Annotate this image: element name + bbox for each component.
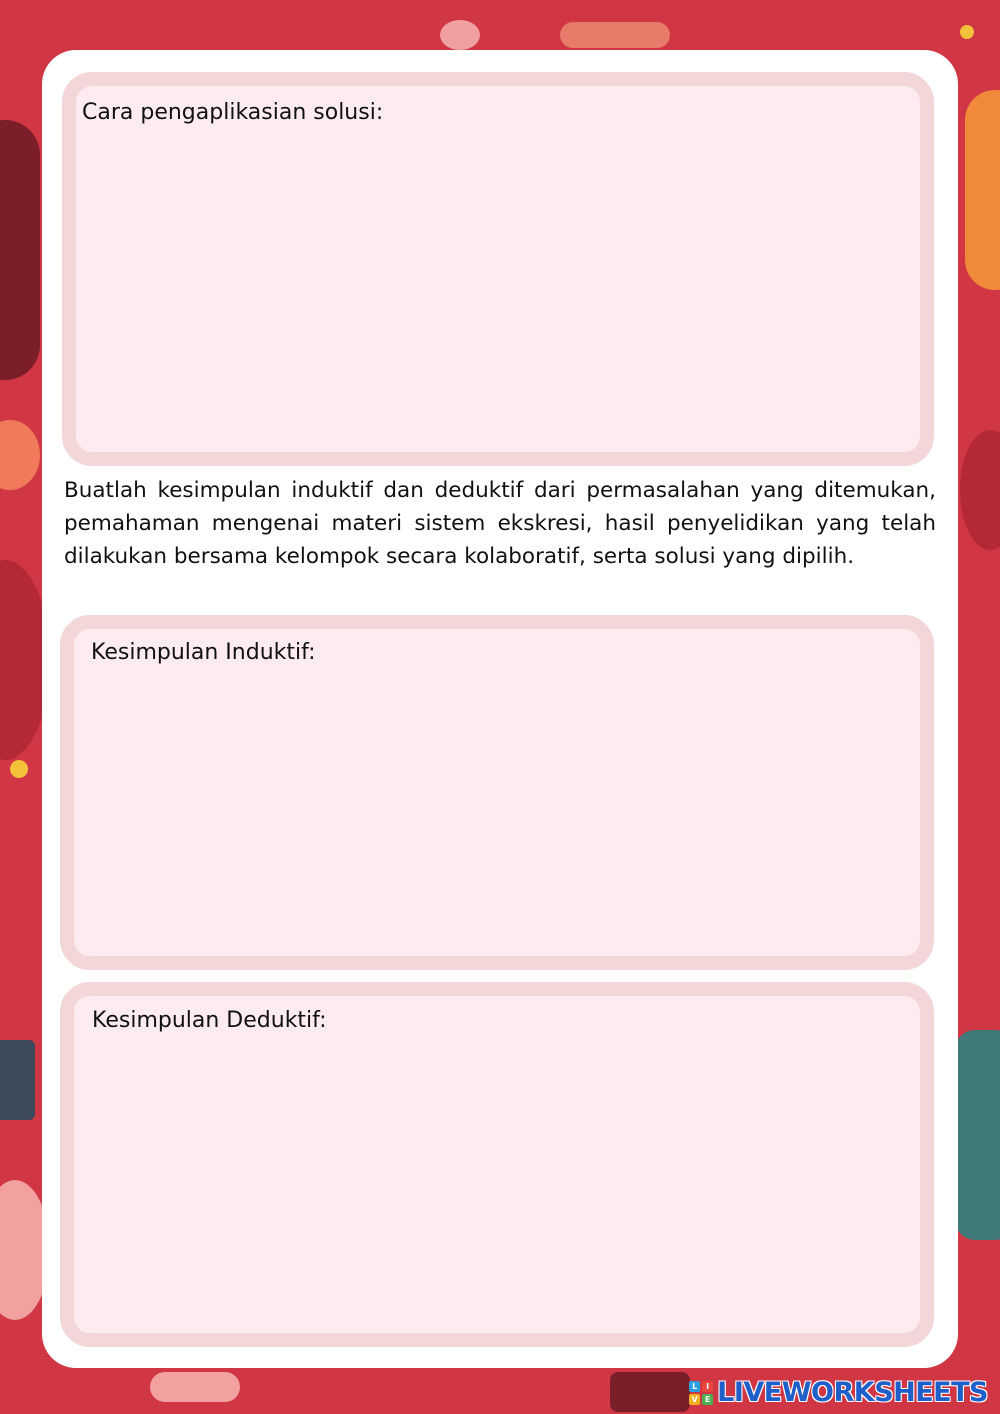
application-label: Cara pengaplikasian solusi:	[82, 100, 384, 125]
dot-decoration	[960, 25, 974, 39]
deductive-answer-field[interactable]	[88, 1046, 906, 1319]
logo-letter-i: I	[702, 1381, 713, 1392]
flame-decoration	[965, 90, 1000, 290]
organ-decoration-right	[960, 430, 1000, 550]
logo-letter-v: V	[689, 1394, 700, 1405]
instructions-text: Buatlah kesimpulan induktif dan deduktif dari permasalahan yang ditemukan, pemahaman mengenai materi sistem ekskresi, hasil penyelidikan yang telah dilakukan bersama kelompok secara kolaboratif, serta solusi yang dipilih.	[64, 478, 936, 569]
bottom-branch-decoration	[610, 1372, 690, 1412]
inductive-answer-field[interactable]	[88, 677, 906, 942]
liveworksheets-footer[interactable]	[689, 1377, 988, 1408]
application-box	[62, 72, 934, 466]
plant-decoration	[955, 1030, 1000, 1240]
leaf-decoration	[0, 420, 40, 490]
bottom-blob-decoration	[150, 1372, 240, 1402]
deductive-box	[60, 982, 934, 1347]
liveworksheets-logo-icon	[689, 1381, 713, 1405]
logo-letter-l: L	[689, 1381, 700, 1392]
liveworksheets-brand: LIVEWORKSHEETS	[717, 1377, 988, 1408]
dot-decoration	[10, 760, 28, 778]
block-decoration	[0, 1040, 35, 1120]
application-answer-field[interactable]	[90, 136, 906, 438]
inductive-box	[60, 615, 934, 970]
worksheet-page	[42, 50, 958, 1368]
top-blob-decoration	[440, 20, 480, 50]
deductive-label: Kesimpulan Deduktif:	[92, 1008, 327, 1033]
tree-branch-decoration	[0, 120, 40, 380]
worm-decoration	[560, 22, 670, 48]
inductive-label: Kesimpulan Induktif:	[91, 640, 316, 665]
logo-letter-e: E	[702, 1394, 713, 1405]
